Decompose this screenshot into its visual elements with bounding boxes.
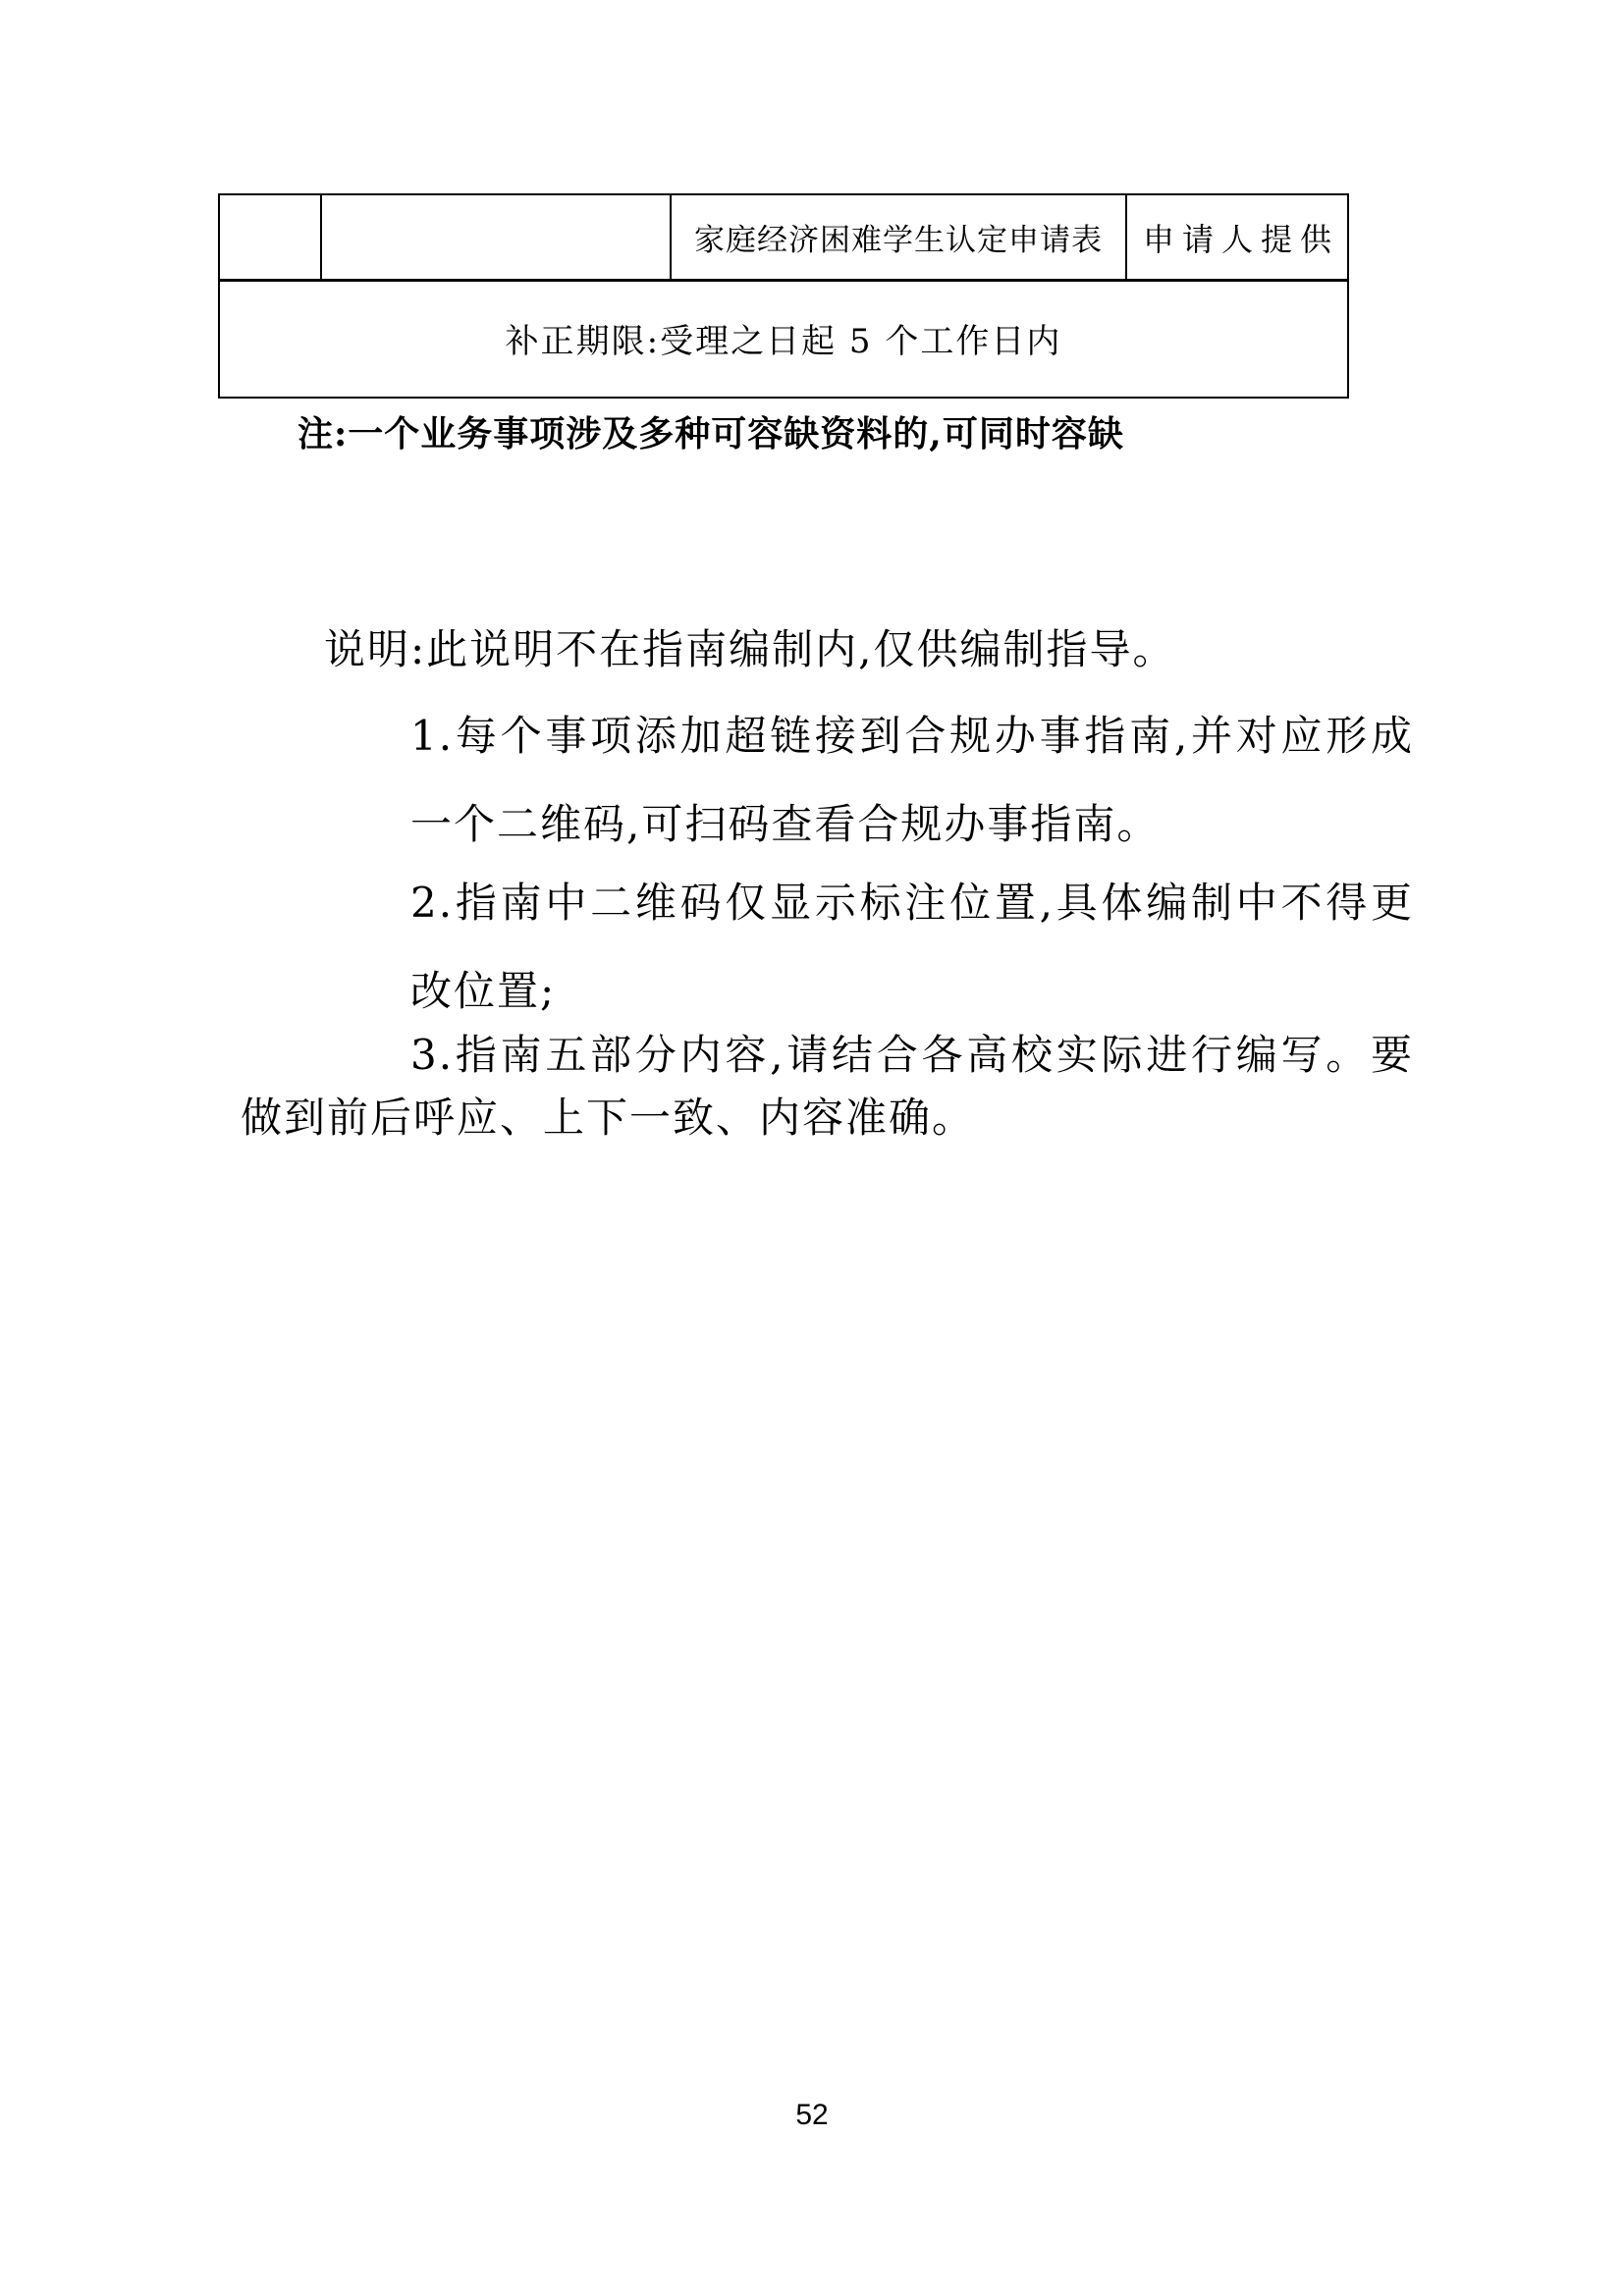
- table-row-deadline: 补正期限:受理之日起 5 个工作日内: [505, 321, 1062, 361]
- instruction-line-3a: 3.指南五部分内容,请结合各高校实际进行编写。要: [410, 1031, 1414, 1079]
- table-cell-empty-2: [322, 195, 672, 279]
- instruction-line-2b: 改位置;: [410, 967, 557, 1015]
- instruction-line-2a: 2.指南中二维码仅显示标注位置,具体编制中不得更: [410, 879, 1414, 927]
- instruction-line-3b: 做到前后呼应、上下一致、内容准确。: [241, 1094, 976, 1142]
- table-cell-provider: 申请人提供: [1142, 220, 1339, 258]
- page-number: 52: [795, 2099, 829, 2131]
- instructions-heading: 说明:此说明不在指南编制内,仅供编制指导。: [324, 625, 1176, 673]
- table-cell-empty-1: [220, 195, 322, 279]
- materials-table: [218, 193, 1349, 399]
- table-footnote: 注:一个业务事项涉及多种可容缺资料的,可同时容缺: [298, 413, 1124, 454]
- instruction-line-1a: 1.每个事项添加超链接到合规办事指南,并对应形成: [410, 712, 1414, 760]
- table-cell-material-name: 家庭经济困难学生认定申请表: [672, 195, 1127, 279]
- table-row-materials: [220, 195, 1347, 282]
- instruction-line-1b: 一个二维码,可扫码查看合规办事指南。: [410, 800, 1161, 848]
